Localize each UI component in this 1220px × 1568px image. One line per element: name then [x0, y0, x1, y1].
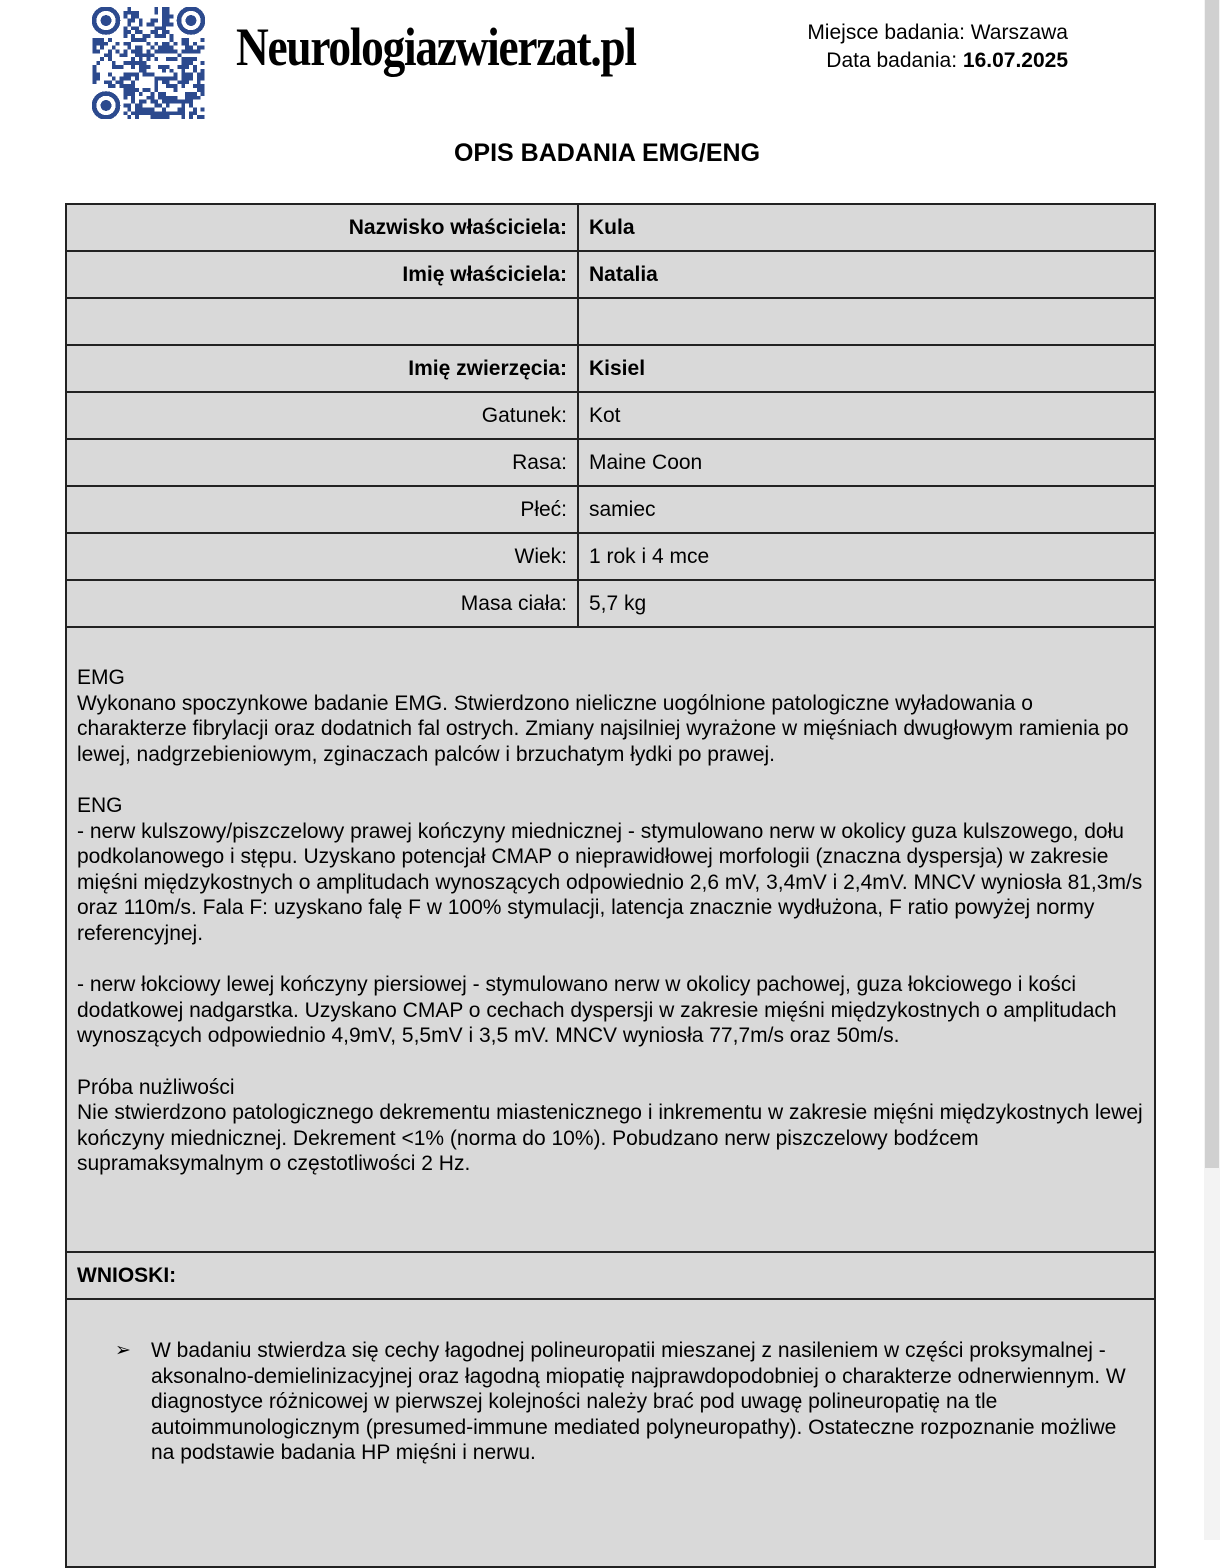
exam-date-value: 16.07.2025	[962, 49, 1068, 72]
qr-code	[92, 7, 205, 119]
age-value: 1 rok i 4 mce	[578, 533, 1155, 580]
row-owner-surname	[66, 204, 1155, 251]
fatigue-heading: Próba nużliwości	[77, 1075, 235, 1099]
row-breed	[66, 439, 1155, 486]
animal-name-value: Kisiel	[578, 345, 1155, 392]
empty-cell-right	[578, 298, 1155, 345]
breed-value: Maine Coon	[578, 439, 1155, 486]
conclusion-text: W badaniu stwierdza się cechy łagodnej polineuropatii mieszanej z nasileniem w części proksymalnej - aksonalno-demielinizacyjnej oraz łagodną miopatię najprawdopodobniej o charakterze odnerwiennym. W diagnostyce różnicowej w pierwszej kolejności należy brać pod uwagę polineuropatię na tle autoimmunologicznym (presumed-immune mediated polyneuropathy). Ostateczne rozpoznanie możliwe na podstawie badania HP mięśni i nerwu.	[151, 1339, 1126, 1465]
species-label: Gatunek:	[66, 392, 578, 439]
weight-value: 5,7 kg	[578, 580, 1155, 627]
row-empty	[66, 298, 1155, 345]
document-title: OPIS BADANIA EMG/ENG	[453, 139, 761, 167]
conclusions-cell	[66, 1299, 1155, 1567]
sex-value: samiec	[578, 486, 1155, 533]
exam-date-label: Data badania:	[826, 49, 963, 72]
owner-name-value: Natalia	[578, 251, 1155, 298]
eng-heading: ENG	[77, 793, 123, 817]
arrow-bullet-icon: ➢	[115, 1340, 131, 1361]
owner-surname-value: Kula	[578, 204, 1155, 251]
row-conclusions	[66, 1299, 1155, 1567]
report-text-cell	[66, 627, 1155, 1252]
row-conclusions-heading	[66, 1252, 1155, 1299]
report-table	[65, 203, 1156, 1568]
scrollbar[interactable]	[1204, 0, 1220, 1540]
row-weight	[66, 580, 1155, 627]
exam-date	[807, 47, 1068, 75]
emg-paragraph: Wykonano spoczynkowe badanie EMG. Stwierdzono nieliczne uogólnione patologiczne wyładowania o charakterze fibrylacji oraz dodatnich fal ostrych. Zmiany najsilniej wyrażone w mięśniach dwugłowym ramienia po lewej, nadgrzebieniowym, zginaczach palców i brzuchatym łydki po prawej.	[77, 691, 1129, 766]
exam-place-value: Warszawa	[970, 21, 1068, 44]
exam-place-label: Miejsce badania:	[807, 21, 971, 44]
owner-surname-label: Nazwisko właściciela:	[66, 204, 578, 251]
age-label: Wiek:	[66, 533, 578, 580]
scrollbar-thumb[interactable]	[1205, 0, 1219, 1168]
breed-label: Rasa:	[66, 439, 578, 486]
owner-name-label: Imię właściciela:	[66, 251, 578, 298]
species-value: Kot	[578, 392, 1155, 439]
fatigue-paragraph: Nie stwierdzono patologicznego dekrementu miastenicznego i inkrementu w zakresie mięśni międzykostnych lewej kończyny miednicznej. Dekrement <1% (norma do 10%). Pobudzano nerw piszczelowy bodźcem supramaksymalnym o częstotliwości 2 Hz.	[77, 1101, 1143, 1176]
exam-place	[807, 19, 1068, 47]
empty-cell-left	[66, 298, 578, 345]
conclusions-heading: WNIOSKI:	[66, 1252, 1155, 1299]
row-owner-name	[66, 251, 1155, 298]
eng-paragraph-ulnar: - nerw łokciowy lewej kończyny piersiowej - stymulowano nerw w okolicy pachowej, guza łokciowego i kości dodatkowej nadgarstka. Uzyskano CMAP o cechach dyspersji w zakresie mięśni międzykostnych o amplitudach wynoszących odpowiednio 4,9mV, 5,5mV i 3,5 mV. MNCV wyniosła 77,7m/s oraz 50m/s.	[77, 973, 1117, 1048]
row-age	[66, 533, 1155, 580]
row-sex	[66, 486, 1155, 533]
eng-paragraph-sciatic: - nerw kulszowy/piszczelowy prawej kończyny miednicznej - stymulowano nerw w okolicy guza kulszowego, dołu podkolanowego i stępu. Uzyskano potencjał CMAP o nieprawidłowej morfologii (znaczna dyspersja) w zakresie mięśni międzykostnych o amplitudach wynoszących odpowiednio 2,6 mV, 3,4mV i 2,4mV. MNCV wyniosła 81,3m/s oraz 110m/s. Fala F: uzyskano falę F w 100% stymulacji, latencja znacznie wydłużona, F ratio powyżej normy referencyjnej.	[77, 819, 1143, 945]
animal-name-label: Imię zwierzęcia:	[66, 345, 578, 392]
weight-label: Masa ciała:	[66, 580, 578, 627]
emg-heading: EMG	[77, 666, 125, 689]
exam-meta	[807, 19, 1068, 75]
brand-logo: Neurologiazwierzat.pl	[236, 17, 636, 77]
row-species	[66, 392, 1155, 439]
sex-label: Płeć:	[66, 486, 578, 533]
row-report-text	[66, 627, 1155, 1252]
conclusion-item	[115, 1338, 1136, 1466]
row-animal-name	[66, 345, 1155, 392]
